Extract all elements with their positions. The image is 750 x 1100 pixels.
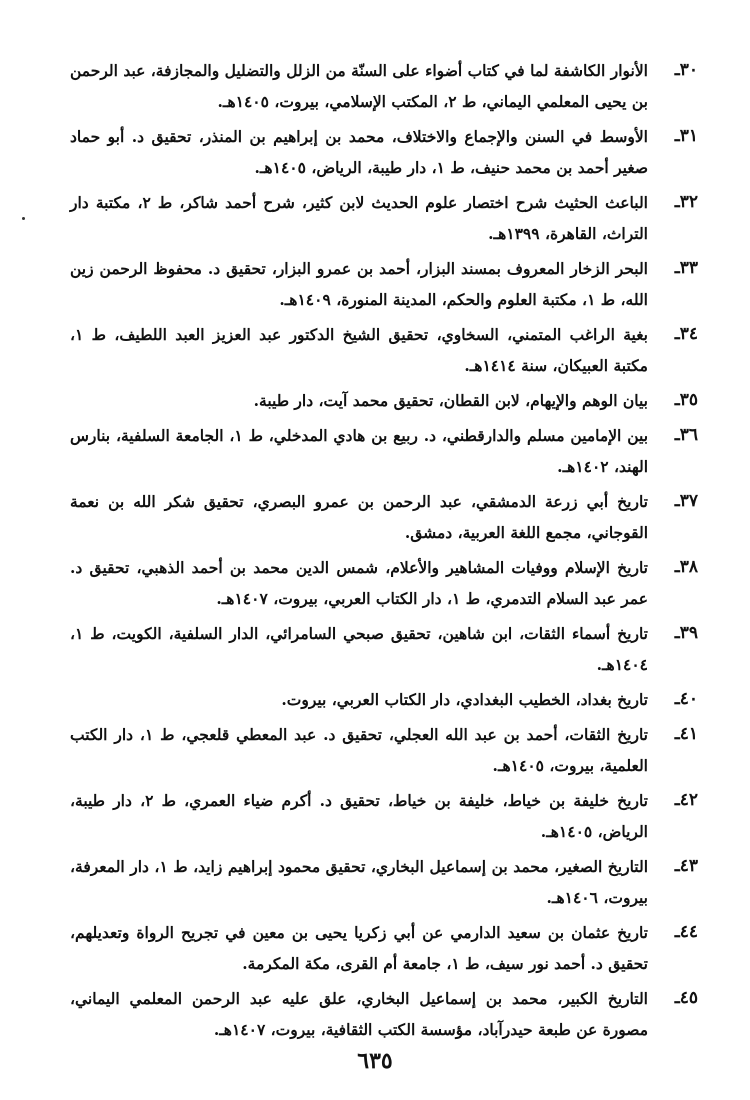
entry-number: ٤٤ـ [674,922,698,942]
bibliography-entry [70,187,698,249]
entry-text: البحر الزخار المعروف بمسند البزار، أحمد بن عمرو البزار، تحقيق د. محفوظ الرحمن زين الله، ط ١، مكتبة العلوم والحكم، المدينة المنورة، ١٤٠٩هـ. [70,259,648,309]
page-number: ٦٣٥ [357,1048,393,1074]
entry-number: ٣٧ـ [674,491,698,511]
entry-text: التاريخ الصغير، محمد بن إسماعيل البخاري، تحقيق محمود إبراهيم زايد، ط ١، دار المعرفة، بيروت، ١٤٠٦هـ. [70,857,649,907]
entry-number: ٣٨ـ [674,557,698,577]
entry-text: بيان الوهم والإيهام، لابن القطان، تحقيق محمد آيت، دار طيبة. [253,391,648,410]
entry-number: ٤٢ـ [674,790,698,810]
entry-number: ٣١ـ [674,126,698,146]
margin-dot [22,217,25,220]
entry-number: ٣٠ـ [674,60,698,80]
entry-text: الباعث الحثيث شرح اختصار علوم الحديث لابن كثير، شرح أحمد شاكر، ط ٢، مكتبة دار التراث، القاهرة، ١٣٩٩هـ. [70,193,648,243]
entry-text: تاريخ بغداد، الخطيب البغدادي، دار الكتاب العربي، بيروت. [281,690,648,709]
entry-number: ٤٠ـ [674,689,698,709]
entry-text: تاريخ الثقات، أحمد بن عبد الله العجلي، تحقيق د. عبد المعطي قلعجي، ط ١، دار الكتب العلمية، بيروت، ١٤٠٥هـ. [70,725,648,775]
bibliography-entry [70,851,698,913]
bibliography-entry [70,917,698,979]
entry-text: تاريخ عثمان بن سعيد الدارمي عن أبي زكريا يحيى بن معين في تجريح الرواة وتعديلهم، تحقيق د. أحمد نور سيف، ط ١، جامعة أم القرى، مكة المكرمة. [70,923,648,973]
bibliography-list [70,55,698,1049]
entry-number: ٤٥ـ [674,988,698,1008]
entry-number: ٤٣ـ [674,856,698,876]
bibliography-entry [70,684,698,715]
entry-text: تاريخ أسماء الثقات، ابن شاهين، تحقيق صبحي السامرائي، الدار السلفية، الكويت، ط ١، ١٤٠٤هـ. [70,624,648,674]
bibliography-entry [70,121,698,183]
entry-text: التاريخ الكبير، محمد بن إسماعيل البخاري، علق عليه عبد الرحمن المعلمي اليماني، مصورة عن طبعة حيدرآباد، مؤسسة الكتب الثقافية، بيروت، ١٤٠٧هـ. [70,989,648,1039]
bibliography-entry [70,618,698,680]
entry-text: تاريخ أبي زرعة الدمشقي، عبد الرحمن بن عمرو البصري، تحقيق شكر الله بن نعمة القوجاني، مجمع اللغة العربية، دمشق. [70,492,648,542]
bibliography-entry [70,385,698,416]
entry-text: بين الإمامين مسلم والدارقطني، د. ربيع بن هادي المدخلي، ط ١، الجامعة السلفية، بنارس الهند، ١٤٠٢هـ. [70,426,649,476]
bibliography-entry [70,486,698,548]
bibliography-entry [70,785,698,847]
entry-number: ٤١ـ [674,724,698,744]
bibliography-entry [70,420,698,482]
entry-number: ٣٤ـ [674,324,698,344]
entry-number: ٣٥ـ [674,390,698,410]
bibliography-entry [70,719,698,781]
entry-number: ٣٩ـ [674,623,698,643]
entry-number: ٣٣ـ [674,258,698,278]
entry-text: تاريخ خليفة بن خياط، خليفة بن خياط، تحقيق د. أكرم ضياء العمري، ط ٢، دار طيبة، الرياض، ١٤٠٥هـ. [70,791,648,841]
entry-text: الأوسط في السنن والإجماع والاختلاف، محمد بن إبراهيم بن المنذر، تحقيق د. أبو حماد صغير أحمد بن محمد حنيف، ط ١، دار طيبة، الرياض، ١٤٠٥هـ. [70,127,648,177]
entry-text: تاريخ الإسلام ووفيات المشاهير والأعلام، شمس الدين محمد بن أحمد الذهبي، تحقيق د. عمر عبد السلام التدمري، ط ١، دار الكتاب العربي، بيروت، ١٤٠٧هـ. [70,558,648,608]
entry-number: ٣٢ـ [674,192,698,212]
bibliography-entry [70,983,698,1045]
bibliography-entry [70,319,698,381]
entry-text: بغية الراغب المتمني، السخاوي، تحقيق الشيخ الدكتور عبد العزيز العبد اللطيف، ط ١، مكتبة العبيكان، سنة ١٤١٤هـ. [70,325,648,375]
entry-text: الأنوار الكاشفة لما في كتاب أضواء على السنّة من الزلل والتضليل والمجازفة، عبد الرحمن بن يحيى المعلمي اليماني، ط ٢، المكتب الإسلامي، بيروت، ١٤٠٥هـ. [70,61,648,111]
bibliography-entry [70,55,698,117]
bibliography-entry [70,253,698,315]
bibliography-entry [70,552,698,614]
entry-number: ٣٦ـ [674,425,698,445]
